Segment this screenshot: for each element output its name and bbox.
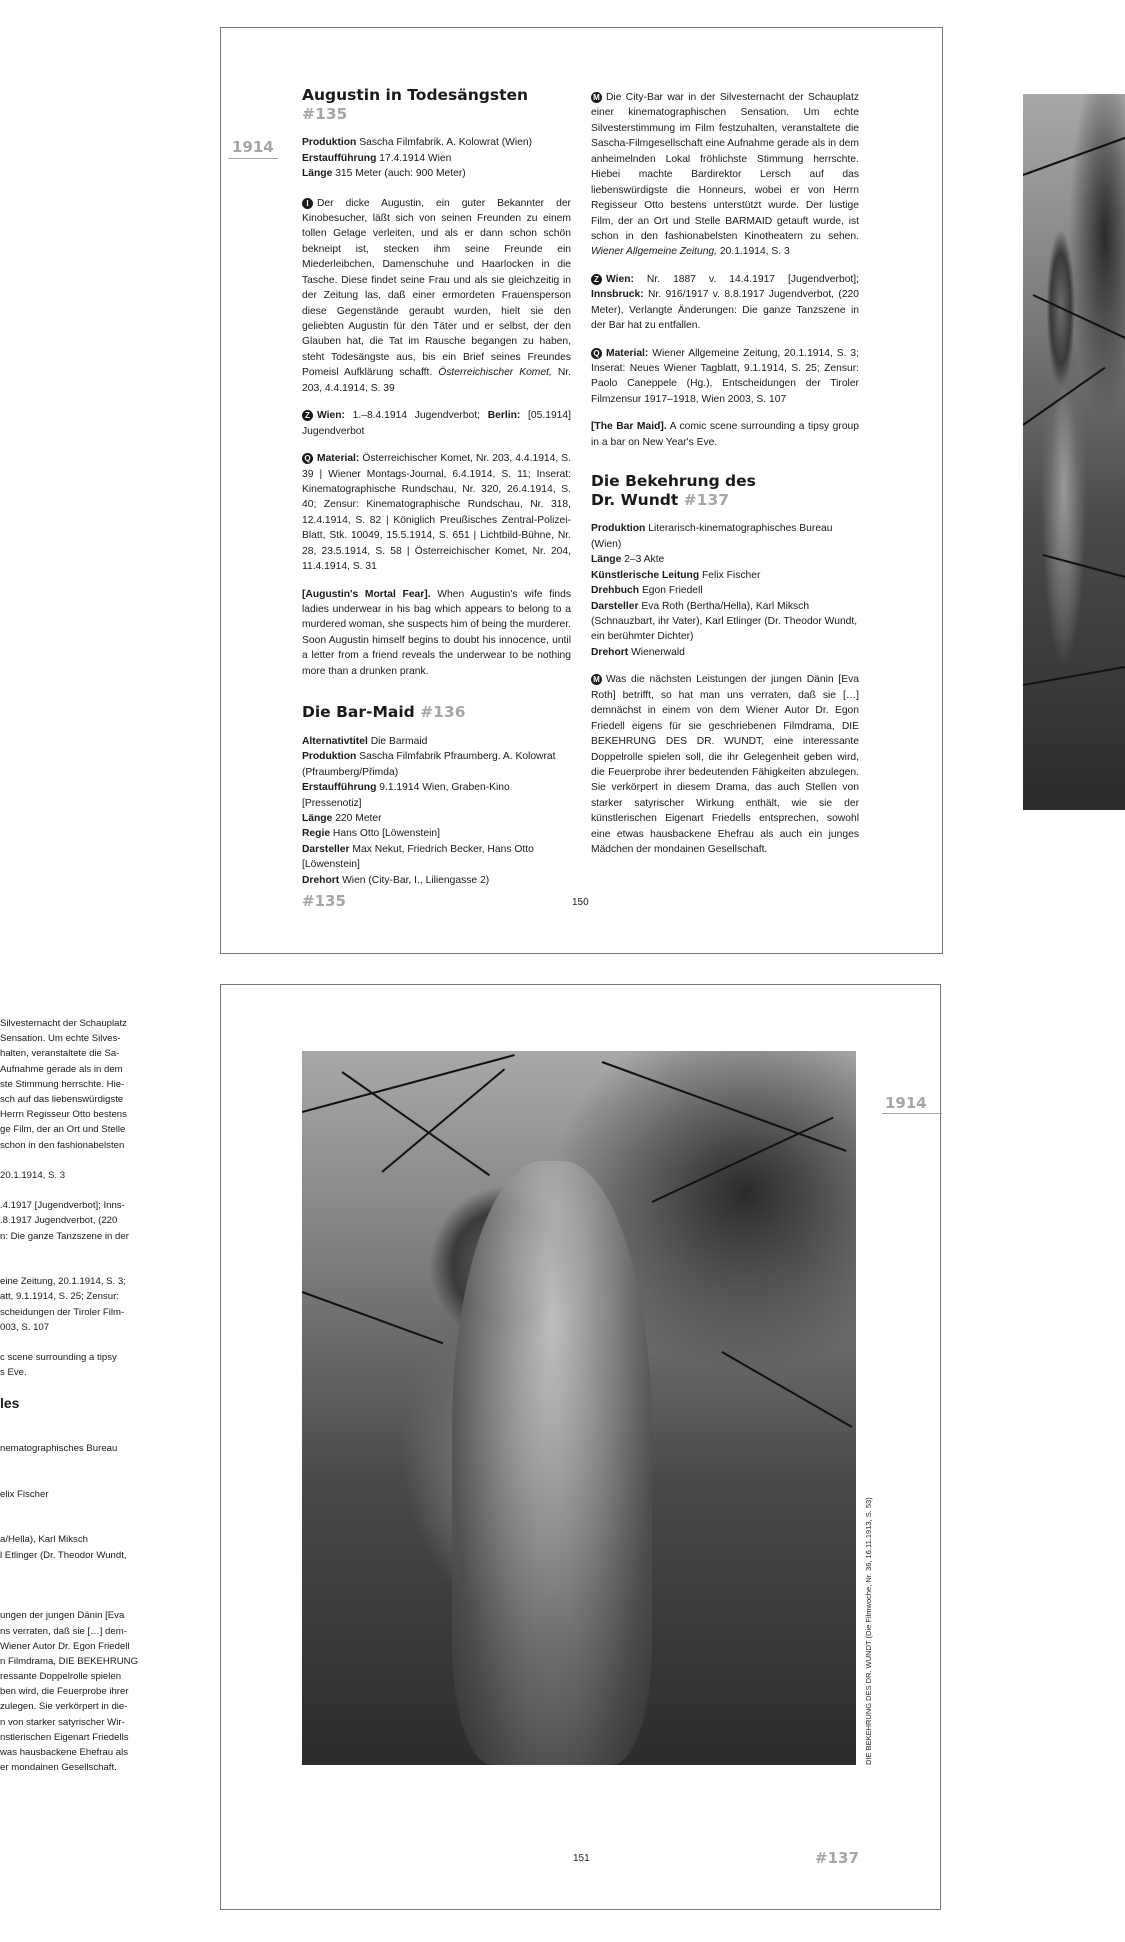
- fragment-line: ste Stimmung herrschte. Hie-: [0, 1078, 125, 1090]
- entry-136-material: Q Material: Wiener Allgemeine Zeitung, 20.1.1914, S. 3; Inserat: Neues Wiener Tagblatt, 9.1.1914, S. 25; Zensur: Paolo Caneppele (Hg.), Entscheidungen der Tiroler Filmzensur 1917–1918, Wien 2003, S. 107: [591, 347, 859, 405]
- fragment-line: elix Fischer: [0, 1488, 49, 1500]
- top-page-top-edge: [220, 27, 943, 28]
- branch-decoration: [1033, 294, 1125, 342]
- year-marker: 1914: [885, 1094, 927, 1112]
- credit-line: Produktion Literarisch-kinematographisches Bureau (Wien): [591, 523, 833, 550]
- credit-line: Drehort Wienerwald: [591, 646, 685, 658]
- branch-decoration: [1043, 554, 1125, 579]
- source-italic: Wiener Allgemeine Zeitung,: [591, 246, 718, 258]
- entry-number: #137: [683, 490, 730, 509]
- fragment-line: Aufnahme gerade als in dem: [0, 1063, 123, 1075]
- entry-title-text: Augustin in Todesängsten: [302, 86, 529, 104]
- footer-entry-number: #135: [302, 892, 346, 910]
- bottom-page-top-edge: [220, 984, 941, 985]
- fragment-line: les: [0, 1394, 20, 1411]
- fragment-line: was hausbackene Ehefrau als: [0, 1747, 128, 1758]
- fragment-line: eine Zeitung, 20.1.1914, S. 3;: [0, 1276, 126, 1288]
- fragment-line: [0, 1563, 140, 1578]
- entry-title-text: Die Bar-Maid: [302, 703, 415, 722]
- credit-line: Länge 315 Meter (auch: 900 Meter): [302, 168, 466, 180]
- fragment-line: 20.1.1914, S. 3: [0, 1169, 66, 1181]
- photo-caption: DIE BEKEHRUNG DES DR. WUNDT (Die Filmwoche, Nr. 36, 16.11.1913, S. 53): [864, 1497, 873, 1765]
- credit-line: Länge 220 Meter: [302, 812, 382, 824]
- fragment-line: [0, 1593, 140, 1608]
- credit-line: Erstaufführung 17.4.1914 Wien: [302, 152, 452, 164]
- fragment-line: s Eve.: [0, 1367, 27, 1379]
- entry-number: #136: [420, 703, 466, 722]
- fragment-line: [0, 1411, 140, 1426]
- fragment-line: ben wird, die Feuerprobe ihrer: [0, 1686, 129, 1698]
- entry-135-credits: [302, 135, 571, 181]
- fragment-line: [0, 1335, 140, 1350]
- fragment-line: ressante Doppelrolle spielen: [0, 1671, 122, 1683]
- top-page-right-edge: [942, 27, 943, 954]
- entry-136-english: [The Bar Maid]. A comic scene surrounding a tipsy group in a bar on New Year's Eve.: [591, 421, 859, 448]
- credit-line: Erstaufführung 9.1.1914 Wien, Graben-Kino [Pressenotiz]: [302, 782, 510, 809]
- branch-decoration: [722, 1351, 853, 1428]
- fragment-line: .4.1917 [Jugendverbot]; Inns-: [0, 1200, 125, 1212]
- credit-line: Länge 2–3 Akte: [591, 554, 665, 566]
- branch-decoration: [602, 1061, 847, 1152]
- fragment-line: nstlerischen Eigenart Friedells: [0, 1731, 129, 1743]
- fragment-line: zulegen. Sie verkörpert in die-: [0, 1701, 128, 1713]
- fragment-line: ge Film, der an Ort und Stelle: [0, 1124, 126, 1136]
- fragment-line: [0, 1244, 140, 1259]
- entry-135-synopsis: I Der dicke Augustin, ein guter Bekannter der Kinobesucher, läßt sich von seinen Freunden zu einem tollen Gelage verleiten, und als er dann schon schön bekneipt ist, stecken ihm seine Freunde ein Miederleibchen, Damenschuhe und Haarlocken in die Tasche. Diese findet seine Frau und als sie gleichzeitig in der Zeitung las, daß einer ermordeten Frauensperson diese Gegenstände geraubt wurden, hielt sie den geliebten Augustin für den Täter und er selbst, der den Glauben hat, die Tat im Rausche begangen zu haben, steht Todesängste aus, bis ein Brief seines Freundes Pomeisl Aufklärung schafft. Österreichischer Komet, Nr. 203, 4.4.1914, S. 39: [302, 197, 571, 394]
- fragment-line: [0, 1381, 140, 1396]
- fragment-line: [0, 1153, 140, 1168]
- entry-title-line: Die Bekehrung des: [591, 472, 756, 491]
- photo-cropped-right: [1023, 94, 1125, 810]
- entry-137-title: [591, 472, 859, 509]
- fragment-line: [0, 1259, 140, 1274]
- censor-badge-icon: Z: [302, 410, 313, 421]
- top-page-bottom-edge: [220, 953, 943, 954]
- fragment-line: [0, 1578, 140, 1593]
- credit-line: Drehbuch Egon Friedell: [591, 585, 703, 597]
- bottom-page-bottom-edge: [220, 1909, 941, 1910]
- fragment-line: n von starker satyrischer Wir-: [0, 1716, 125, 1728]
- fragment-line: [0, 1183, 140, 1198]
- entry-136-title: [302, 703, 571, 722]
- branch-decoration: [652, 1117, 834, 1203]
- fragment-line: [0, 1456, 140, 1471]
- year-rule: [882, 1113, 942, 1114]
- material-badge-icon: Q: [591, 348, 602, 359]
- source-italic: Österreichischer Komet,: [438, 367, 552, 379]
- left-column: [302, 86, 571, 888]
- fragment-line: Sensation. Um echte Silves-: [0, 1033, 121, 1045]
- entry-135-material: Q Material: Österreichischer Komet, Nr. 203, 4.4.1914, S. 39 | Wiener Montags-Journal, 6.4.1914, S. 11; Inserat: Kinematographische Rundschau, Nr. 320, 26.4.1914, S. 40; Zensur: Kinematographische Rundschau, Nr. 318, 12.4.1914, S. 82 | Königlich Preußisches Zentral-Polizei-Blatt, Stk. 10049, 15.5.1914, S. 651 | Lichtbild-Bühne, Nr. 28, 23.5.1914, S. 58 | Österreichischer Komet, Nr. 204, 11.4.1914, S. 31: [302, 453, 571, 573]
- figure-silhouette: [452, 1161, 652, 1765]
- year-rule: [228, 158, 278, 159]
- synopsis-badge-icon: I: [302, 198, 313, 209]
- fragment-line: c scene surrounding a tipsy: [0, 1352, 117, 1364]
- branch-decoration: [1023, 665, 1125, 686]
- entry-136-synopsis: M Die City-Bar war in der Silvesternacht der Schauplatz einer kinematographischen Sensation. Um echte Silvesterstimmung im Film festzuhalten, veranstaltete die Sascha-Filmgesellschaft eine Aufnahme gerade als in dem anheimelnden Lokal fröhlichste Stimmung herrschte. Hiebei machte Bardirektor Lersch auf das liebenswürdigste die Honneurs, wobei er von Herrn Regisseur Otto bestens unterstützt wurde. Der lustige Film, der an Ort und Stelle BARMAID getauft wurde, ist schon in den fashionabelsten Kinotheatern zu sehen. Wiener Allgemeine Zeitung, 20.1.1914, S. 3: [591, 92, 859, 258]
- page-number: 150: [572, 897, 589, 908]
- branch-decoration: [302, 1291, 443, 1344]
- fragment-line: Herrn Regisseur Otto bestens: [0, 1109, 127, 1121]
- top-page-left-edge: [220, 27, 221, 954]
- fragment-line: nematographisches Bureau: [0, 1443, 118, 1455]
- fragment-line: l Etlinger (Dr. Theodor Wundt,: [0, 1549, 127, 1561]
- entry-number: #135: [302, 104, 348, 123]
- film-still-photo: [302, 1051, 856, 1765]
- fragment-line: ungen der jungen Dänin [Eva: [0, 1610, 125, 1622]
- bottom-page-left-edge: [220, 984, 221, 1910]
- fragment-line: att, 9.1.1914, S. 25; Zensur:: [0, 1291, 119, 1303]
- credit-line: Produktion Sascha Filmfabrik. A. Kolowrat (Wien): [302, 137, 533, 149]
- fragment-line: n: Die ganze Tanzszene in der: [0, 1230, 129, 1242]
- fragment-line: n Filmdrama, DIE BEKEHRUNG: [0, 1655, 139, 1667]
- credit-line: Drehort Wien (City-Bar, I., Liliengasse 2): [302, 874, 490, 886]
- year-marker: 1914: [232, 138, 274, 156]
- branch-decoration: [302, 1054, 515, 1113]
- footer-entry-number: #137: [815, 1849, 859, 1867]
- entry-135-english: [Augustin's Mortal Fear]. When Augustin's wife finds ladies underwear in his bag which appears to belong to a murdered woman, she suspects him of being the murderer. Soon Augustin himself begins to doubt his innocence, until a letter from a friend reveals the underwear to be nothing more than a drunken prank.: [302, 588, 571, 677]
- fragment-line: [0, 1472, 140, 1487]
- fragment-line: [0, 1517, 140, 1532]
- bottom-page-right-edge: [940, 984, 941, 1910]
- fragment-line: Silvesternacht der Schauplatz: [0, 1018, 127, 1029]
- fragment-line: 003, S. 107: [0, 1321, 50, 1333]
- synopsis-badge-icon: M: [591, 92, 602, 103]
- fragment-line: [0, 1502, 140, 1517]
- entry-136-censorship: Z Wien: Nr. 1887 v. 14.4.1917 [Jugendverbot]; Innsbruck: Nr. 916/1917 v. 8.8.1917 Jugendverbot, (220 Meter), Verlangte Änderungen: Die ganze Tanzszene in der Bar hat zu entfallen.: [591, 273, 859, 332]
- fragment-line: halten, veranstaltete die Sa-: [0, 1048, 120, 1060]
- fragment-line: .8.1917 Jugendverbot, (220: [0, 1215, 118, 1227]
- credit-line: Alternativtitel Die Barmaid: [302, 735, 428, 747]
- branch-decoration: [1023, 133, 1125, 176]
- fragment-line: scheidungen der Tiroler Film-: [0, 1306, 125, 1318]
- credit-line: Produktion Sascha Filmfabrik Pfraumberg. A. Kolowrat (Pfraumberg/Přimda): [302, 751, 556, 778]
- entry-137-credits: [591, 521, 859, 660]
- fragment-line: a/Hella), Karl Miksch: [0, 1534, 88, 1546]
- credit-line: Regie Hans Otto [Löwenstein]: [302, 828, 440, 840]
- censor-badge-icon: Z: [591, 274, 602, 285]
- material-badge-icon: Q: [302, 453, 313, 464]
- credit-line: Darsteller Max Nekut, Friedrich Becker, Hans Otto [Löwenstein]: [302, 843, 534, 871]
- fragment-line: er mondainen Gesellschaft.: [0, 1762, 117, 1774]
- page-number: 151: [573, 1853, 590, 1864]
- entry-137-synopsis: M Was die nächsten Leistungen der jungen Dänin [Eva Roth] betrifft, so hat man uns verraten, daß sie […] demnächst in einem von dem Wiener Autor Dr. Egon Friedell eigens für sie geschriebenen Filmdrama, DIE BEKEHRUNG DES DR. WUNDT, eine interessante Doppelrolle spielen soll, die ihr Gelegenheit geben wird, die Feuerprobe ihrer bedeutenden Fähigkeiten abzulegen. Sie verkörpert in diesem Drama, das auch Stellen von starker satyrischer Wirkung enthält, wie sie der künstlerischen Eigenart Friedells entsprechen, sowohl eine etwas hausbackene Ehefrau als auch ein junges Mädchen der mondainen Gesellschaft.: [591, 674, 859, 856]
- fragment-line: [0, 1426, 140, 1441]
- branch-decoration: [341, 1071, 490, 1176]
- credit-line: Künstlerische Leitung Felix Fischer: [591, 569, 761, 581]
- synopsis-badge-icon: M: [591, 674, 602, 685]
- branch-decoration: [1023, 367, 1105, 426]
- entry-135-censorship: Z Wien: 1.–8.4.1914 Jugendverbot; Berlin: [05.1914] Jugendverbot: [302, 410, 571, 437]
- fragment-line: Wiener Autor Dr. Egon Friedell: [0, 1640, 130, 1652]
- fragment-line: ns verraten, daß sie […] dem-: [0, 1625, 127, 1637]
- fragment-line: sch auf das liebenswürdigste: [0, 1093, 124, 1105]
- fragment-line: schon in den fashionabelsten: [0, 1139, 125, 1151]
- right-column: [591, 90, 859, 858]
- entry-136-credits: [302, 734, 571, 888]
- entry-title-line: Dr. Wundt: [591, 490, 679, 509]
- previous-page-fragment: [0, 1016, 140, 1775]
- entry-135-title: [302, 86, 571, 123]
- credit-line: Darsteller Eva Roth (Bertha/Hella), Karl Miksch (Schnauzbart, ihr Vater), Karl Etlinger (Dr. Theodor Wundt, ein berühmter Dichter): [591, 600, 858, 643]
